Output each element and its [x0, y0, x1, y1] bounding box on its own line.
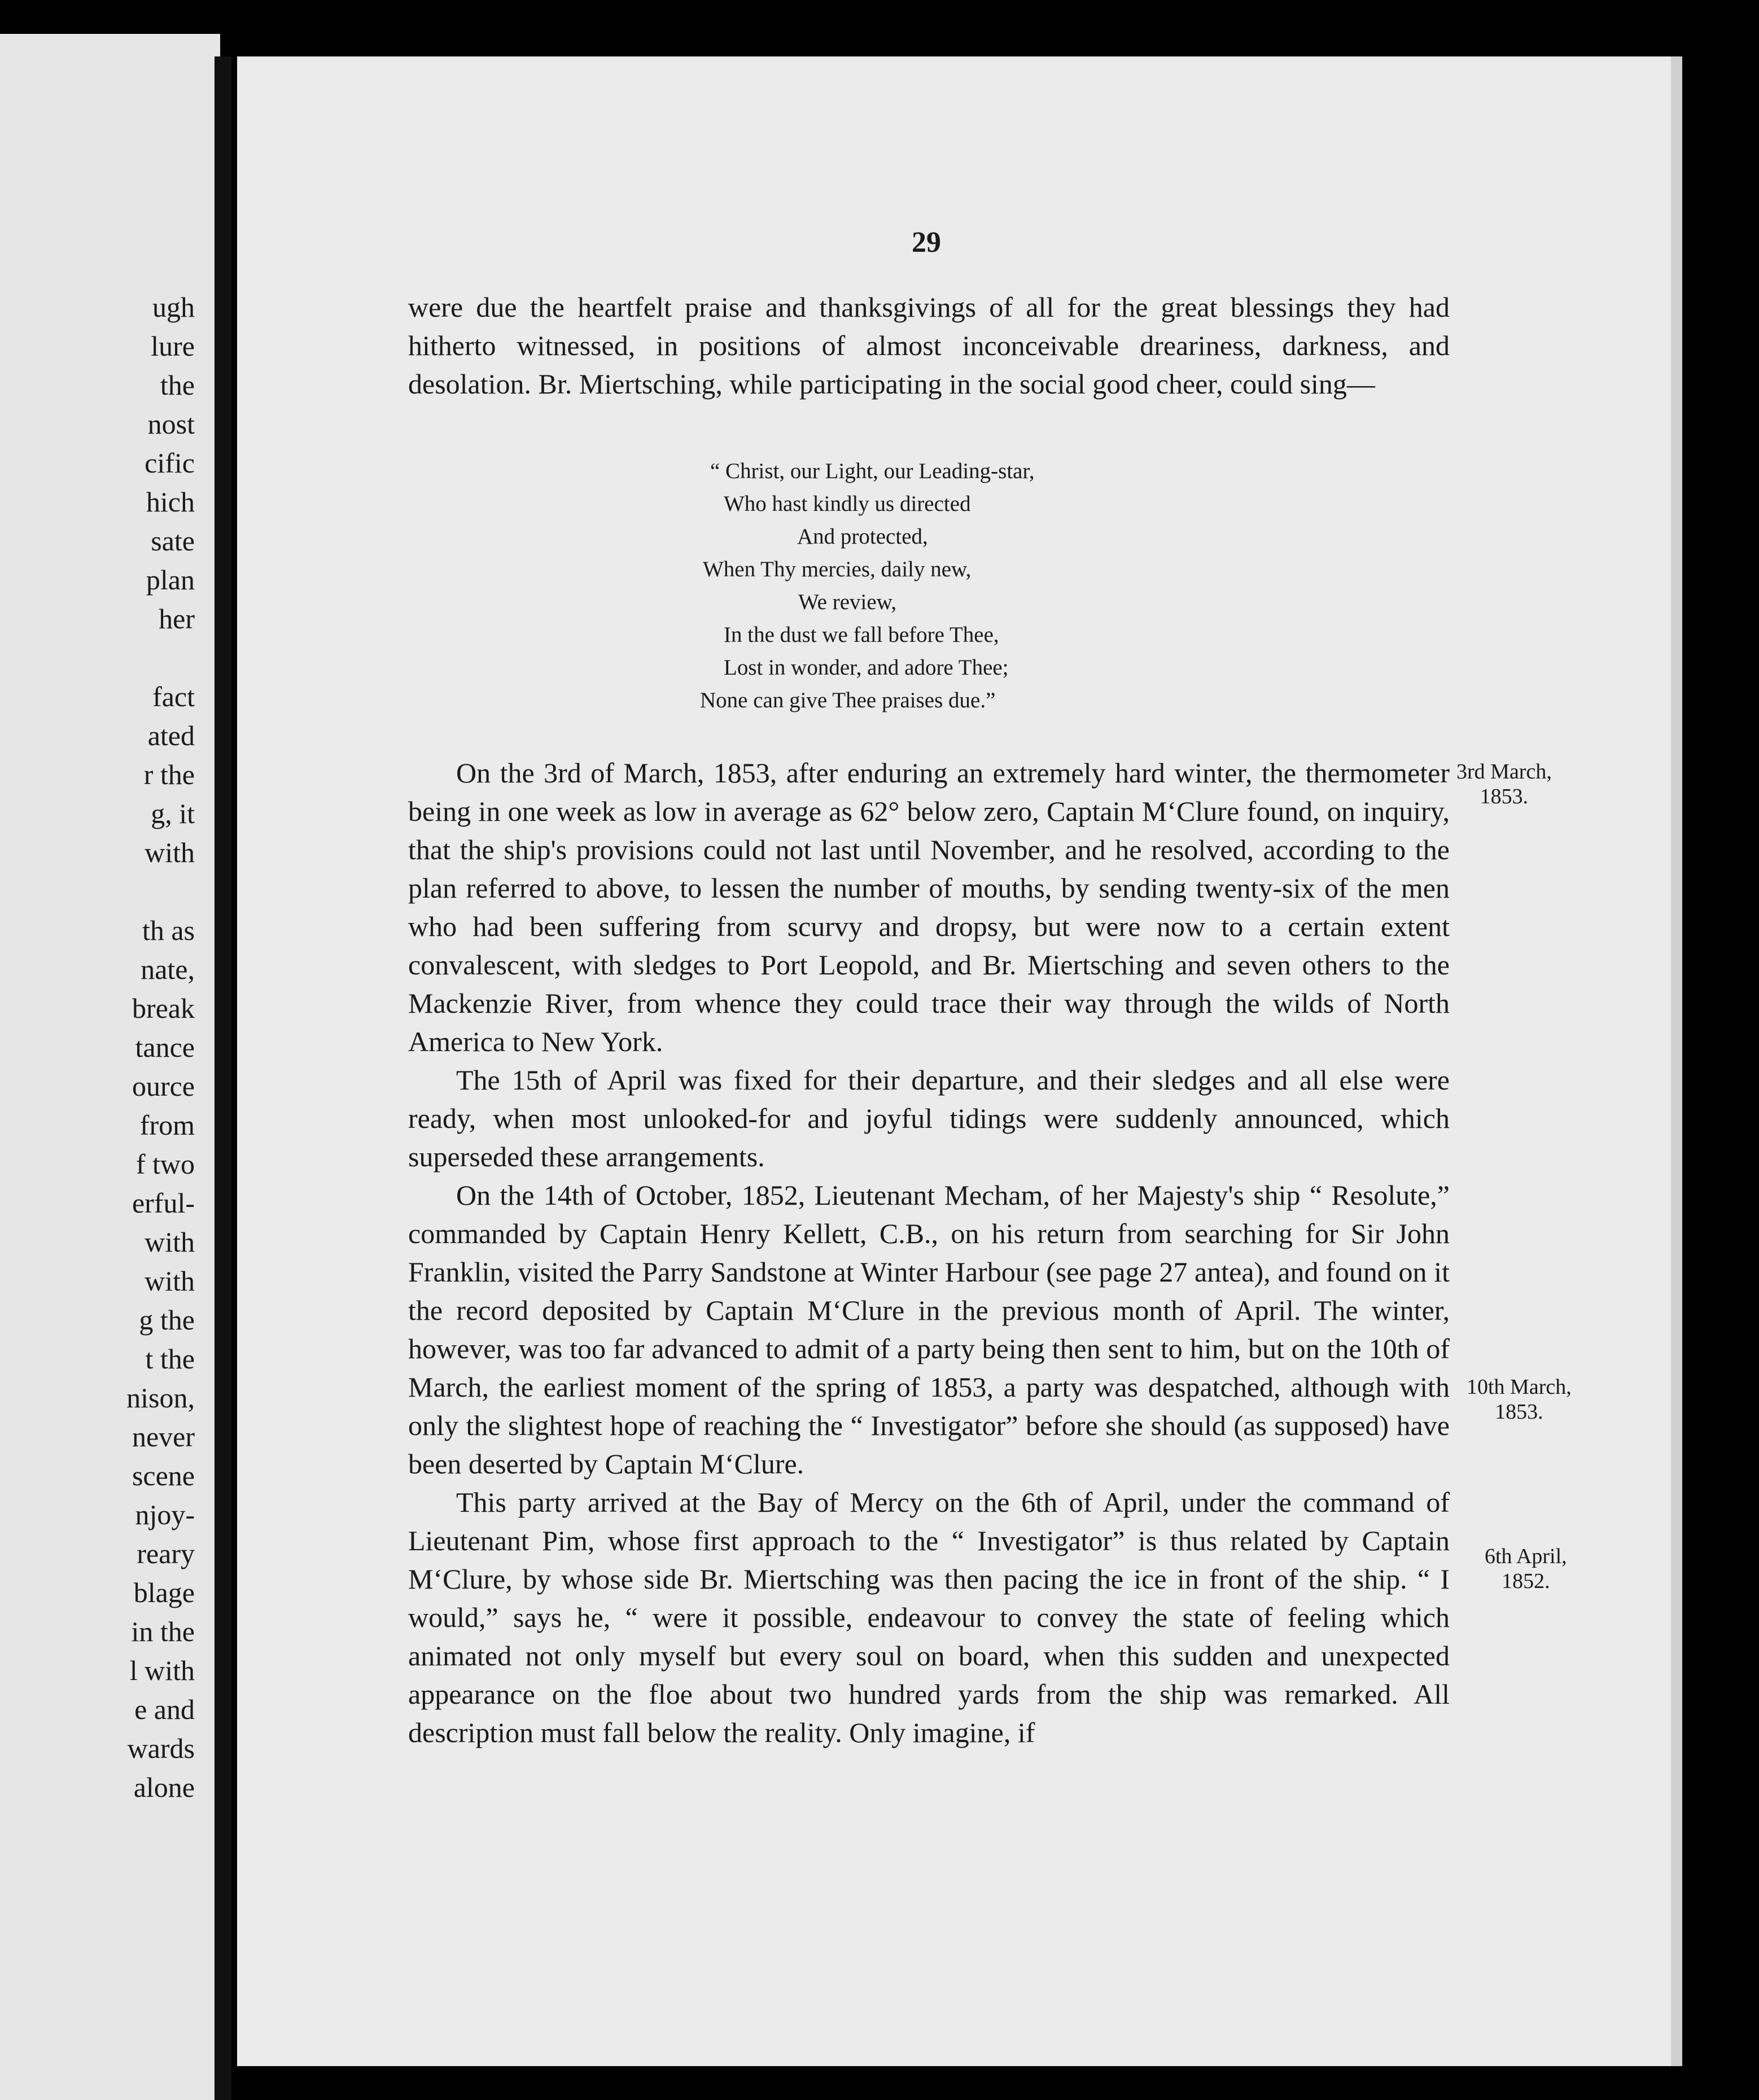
- text-fragment: f two: [135, 1148, 195, 1180]
- previous-page: [0, 34, 220, 2100]
- text-fragment: njoy-: [135, 1499, 195, 1530]
- text-fragment: nost: [147, 408, 195, 440]
- paragraph: On the 3rd of March, 1853, after enduring an extremely hard winter, the thermometer being in one week as low in average as 62° below zero, Captain M‘Clure found, on inquiry, that the ship's provisions could not last until November, and he resolved, according to the plan referred to above, to lessen the number of mouths, by sending twenty-six of the men who had been suffering from scurvy and dropsy, but were now to a certain extent convalescent, with sledges to Port Leopold, and Br. Miertsching and seven others to the Mackenzie River, from whence they could trace their way through the wilds of North America to New York.: [408, 757, 1450, 1057]
- text-fragment: with: [145, 1226, 195, 1258]
- margin-note-line: 1853.: [1495, 1400, 1543, 1424]
- text-fragment: alone: [133, 1771, 195, 1803]
- text-fragment: blage: [133, 1577, 195, 1608]
- verse-line: When Thy mercies, daily new,: [703, 557, 972, 581]
- text-fragment: plan: [146, 564, 195, 596]
- text-fragment: ated: [147, 720, 195, 751]
- text-fragment: [0, 872, 195, 911]
- margin-note-line: 10th March,: [1467, 1375, 1572, 1399]
- intro-text: were due the heartfelt praise and thanksgivings of all for the great blessings they had hitherto witnessed, in positions of almost inconceivable dreariness, darkness, and desolation. Br. Miertsching, while participating in the social good cheer, could sing—: [408, 291, 1450, 400]
- verse-line: Lost in wonder, and adore Thee;: [724, 655, 1009, 680]
- margin-note-line: 1853.: [1480, 785, 1529, 808]
- text-fragment: in the: [131, 1616, 195, 1647]
- text-fragment: ource: [132, 1070, 195, 1102]
- main-text: [408, 754, 1450, 1752]
- paragraph: The 15th of April was fixed for their departure, and their sledges and all else were ready, when most unlooked-for and joyful tidings were suddenly announced, which superseded these arrangements.: [408, 1064, 1450, 1172]
- margin-note-line: 6th April,: [1485, 1545, 1567, 1568]
- text-fragment: e and: [134, 1694, 195, 1725]
- text-fragment: never: [132, 1421, 195, 1453]
- text-fragment: with: [145, 1265, 195, 1297]
- previous-page-text: [0, 288, 195, 1807]
- text-fragment: erful-: [132, 1187, 195, 1219]
- text-fragment: sate: [151, 525, 195, 557]
- verse-line: We review,: [798, 590, 897, 614]
- text-fragment: wards: [127, 1733, 195, 1764]
- text-fragment: g the: [139, 1304, 195, 1336]
- margin-note-date: [1456, 759, 1552, 809]
- margin-note-line: 3rd March,: [1456, 760, 1552, 784]
- text-fragment: l with: [129, 1655, 195, 1686]
- text-fragment: with: [145, 837, 195, 868]
- text-fragment: from: [139, 1109, 195, 1141]
- margin-note-date: [1485, 1544, 1567, 1594]
- text-fragment: reary: [137, 1538, 195, 1569]
- text-fragment: nison,: [126, 1382, 195, 1414]
- verse-line: None can give Thee praises due.”: [700, 688, 996, 712]
- text-fragment: g, it: [151, 798, 195, 829]
- verse-line: Who hast kindly us directed: [724, 492, 971, 516]
- text-fragment: her: [159, 603, 195, 635]
- text-fragment: ugh: [152, 291, 195, 323]
- text-fragment: t the: [145, 1343, 195, 1375]
- book-gutter: [215, 56, 231, 2100]
- margin-note-line: 1852.: [1502, 1569, 1550, 1593]
- text-fragment: fact: [152, 681, 195, 712]
- page-number: 29: [912, 226, 941, 259]
- text-fragment: scene: [132, 1460, 195, 1491]
- text-fragment: [0, 638, 195, 677]
- text-fragment: break: [132, 992, 195, 1024]
- text-fragment: hich: [146, 486, 195, 518]
- text-fragment: the: [160, 369, 195, 401]
- verse-line: And protected,: [797, 524, 928, 549]
- text-fragment: tance: [135, 1031, 195, 1063]
- text-fragment: cific: [145, 447, 195, 479]
- text-fragment: lure: [151, 330, 195, 362]
- intro-paragraph: [408, 288, 1450, 403]
- margin-note-date: [1467, 1375, 1572, 1424]
- verse-line: “ Christ, our Light, our Leading-star,: [710, 459, 1035, 483]
- text-fragment: th as: [142, 915, 195, 946]
- page-edge: [1671, 56, 1682, 2066]
- verse-line: In the dust we fall before Thee,: [724, 623, 999, 647]
- paragraph: On the 14th of October, 1852, Lieutenant Mecham, of her Majesty's ship “ Resolute,” commanded by Captain Henry Kellett, C.B., on his return from searching for Sir John Franklin, visited the Parry Sandstone at Winter Harbour (see page 27 antea), and found on it the record deposited by Captain M‘Clure in the previous month of April. The winter, however, was too far advanced to admit of a party being then sent to him, but on the 10th of March, the earliest moment of the spring of 1853, a party was despatched, although with only the slightest hope of reaching the “ Investigator” before she should (as supposed) have been deserted by Captain M‘Clure.: [408, 1179, 1450, 1480]
- hymn-verse: [700, 455, 1152, 717]
- paragraph: This party arrived at the Bay of Mercy on the 6th of April, under the command of Lieutenant Pim, whose first approach to the “ Investigator” is thus related by Captain M‘Clure, by whose side Br. Miertsching was then pacing the ice in front of the ship. “ I would,” says he, “ were it possible, endeavour to convey the state of feeling which animated not only myself but every soul on board, when this sudden and unexpected appearance on the floe about two hundred yards from the ship was remarked. All description must fall below the reality. Only imagine, if: [408, 1486, 1450, 1748]
- text-fragment: r the: [143, 759, 195, 790]
- text-fragment: nate,: [141, 953, 195, 985]
